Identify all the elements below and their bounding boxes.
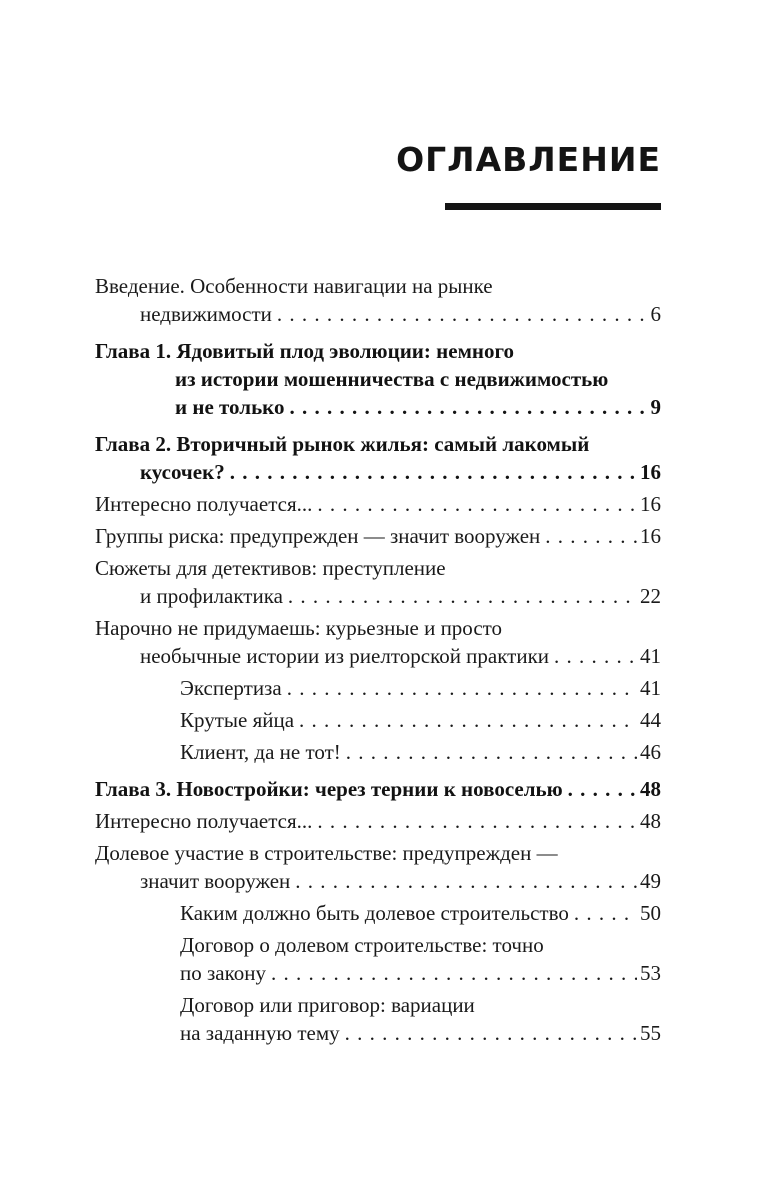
toc-entry-sub xyxy=(95,899,661,927)
toc-entry-sub xyxy=(95,706,661,734)
page-number: 48 xyxy=(640,809,661,833)
page-number: 49 xyxy=(640,869,661,893)
toc-line-text: и профилактика xyxy=(140,584,283,608)
toc-line xyxy=(95,337,661,365)
page-number: 41 xyxy=(640,644,661,668)
toc-line xyxy=(95,642,661,670)
page-number: 22 xyxy=(640,584,661,608)
toc-entry xyxy=(95,554,661,610)
toc-entry xyxy=(95,522,661,550)
dot-leader xyxy=(295,867,637,895)
toc-line xyxy=(95,614,661,642)
toc-line-text: недвижимости xyxy=(140,302,272,326)
toc-line xyxy=(95,991,661,1019)
title-rule xyxy=(445,203,661,210)
page-number: 46 xyxy=(640,740,661,764)
toc-line xyxy=(95,490,661,518)
page-number: 6 xyxy=(650,302,661,326)
page-number: 55 xyxy=(640,1021,661,1045)
toc-line-text: Каким должно быть долевое строительство xyxy=(180,901,569,925)
toc-line-text: по закону xyxy=(180,961,266,985)
toc-line xyxy=(95,899,661,927)
dot-leader xyxy=(568,775,637,803)
dot-leader xyxy=(317,490,637,518)
page-number: 53 xyxy=(640,961,661,985)
toc-line xyxy=(95,674,661,702)
toc-line-text: Интересно получается... xyxy=(95,809,313,833)
toc-entry xyxy=(95,614,661,670)
toc-line xyxy=(95,300,661,328)
toc-line-text: Группы риска: предупрежден — значит вооружен xyxy=(95,524,541,548)
toc-line-text: Долевое участие в строительстве: предупрежден — xyxy=(95,841,558,865)
toc-line-text: Экспертиза xyxy=(180,676,282,700)
toc-entry-sub xyxy=(95,674,661,702)
toc-line-text: Глава 2. Вторичный рынок жилья: самый лакомый xyxy=(95,432,590,456)
toc-line xyxy=(95,1019,661,1047)
toc-line xyxy=(95,867,661,895)
page-number: 44 xyxy=(640,708,661,732)
toc-line xyxy=(95,365,661,393)
toc-line xyxy=(95,931,661,959)
toc-line-text: кусочек? xyxy=(140,460,225,484)
toc-line xyxy=(95,430,661,458)
toc-entry-sub xyxy=(95,991,661,1047)
toc-line xyxy=(95,959,661,987)
dot-leader xyxy=(277,300,648,328)
dot-leader xyxy=(288,582,637,610)
dot-leader xyxy=(287,674,637,702)
dot-leader xyxy=(317,807,637,835)
toc-entry-sub xyxy=(95,738,661,766)
dot-leader xyxy=(271,959,637,987)
dot-leader xyxy=(345,1019,637,1047)
toc-entry-chapter xyxy=(95,430,661,486)
toc-line-text: Нарочно не придумаешь: курьезные и просто xyxy=(95,616,503,640)
dot-leader xyxy=(545,522,637,550)
toc-line-text: Сюжеты для детективов: преступление xyxy=(95,556,446,580)
toc-line-text: Глава 3. Новостройки: через тернии к новоселью xyxy=(95,777,563,801)
toc-line-text: и не только xyxy=(175,395,285,419)
page-number: 16 xyxy=(640,460,661,484)
toc-line-text: Договор о долевом строительстве: точно xyxy=(180,933,544,957)
toc-line-text: Клиент, да не тот! xyxy=(180,740,341,764)
toc-line-text: Введение. Особенности навигации на рынке xyxy=(95,274,493,298)
toc-entry-chapter xyxy=(95,775,661,803)
toc-line-text: Крутые яйца xyxy=(180,708,295,732)
page-number: 16 xyxy=(640,492,661,516)
toc-entry xyxy=(95,839,661,895)
dot-leader xyxy=(230,458,637,486)
toc-line-text: значит вооружен xyxy=(140,869,291,893)
dot-leader xyxy=(290,393,648,421)
toc-line-text: из истории мошенничества с недвижимостью xyxy=(175,367,609,391)
page-number: 48 xyxy=(640,777,661,801)
page-number: 50 xyxy=(640,901,661,925)
page-number: 16 xyxy=(640,524,661,548)
toc-line xyxy=(95,554,661,582)
toc-line xyxy=(95,272,661,300)
toc-entry-chapter xyxy=(95,337,661,421)
toc-line xyxy=(95,738,661,766)
dot-leader xyxy=(554,642,637,670)
toc-line xyxy=(95,582,661,610)
toc-line xyxy=(95,706,661,734)
toc-line xyxy=(95,458,661,486)
page-title: ОГЛАВЛЕНИЕ xyxy=(396,140,661,179)
toc-entry xyxy=(95,272,661,328)
toc-line-text: Интересно получается... xyxy=(95,492,313,516)
dot-leader xyxy=(299,706,637,734)
toc-line xyxy=(95,839,661,867)
toc-header xyxy=(95,142,661,210)
page-number: 9 xyxy=(650,395,661,419)
page-number: 41 xyxy=(640,676,661,700)
toc-line xyxy=(95,807,661,835)
toc-line xyxy=(95,522,661,550)
toc-line-text: необычные истории из риелторской практики xyxy=(140,644,550,668)
toc-line xyxy=(95,775,661,803)
toc-entry xyxy=(95,807,661,835)
toc-entry xyxy=(95,490,661,518)
toc-line-text: на заданную тему xyxy=(180,1021,340,1045)
toc-entry-sub xyxy=(95,931,661,987)
toc-line xyxy=(95,393,661,421)
toc-line-text: Договор или приговор: вариации xyxy=(180,993,475,1017)
table-of-contents xyxy=(95,272,661,1051)
dot-leader xyxy=(574,899,637,927)
dot-leader xyxy=(346,738,637,766)
toc-line-text: Глава 1. Ядовитый плод эволюции: немного xyxy=(95,339,514,363)
